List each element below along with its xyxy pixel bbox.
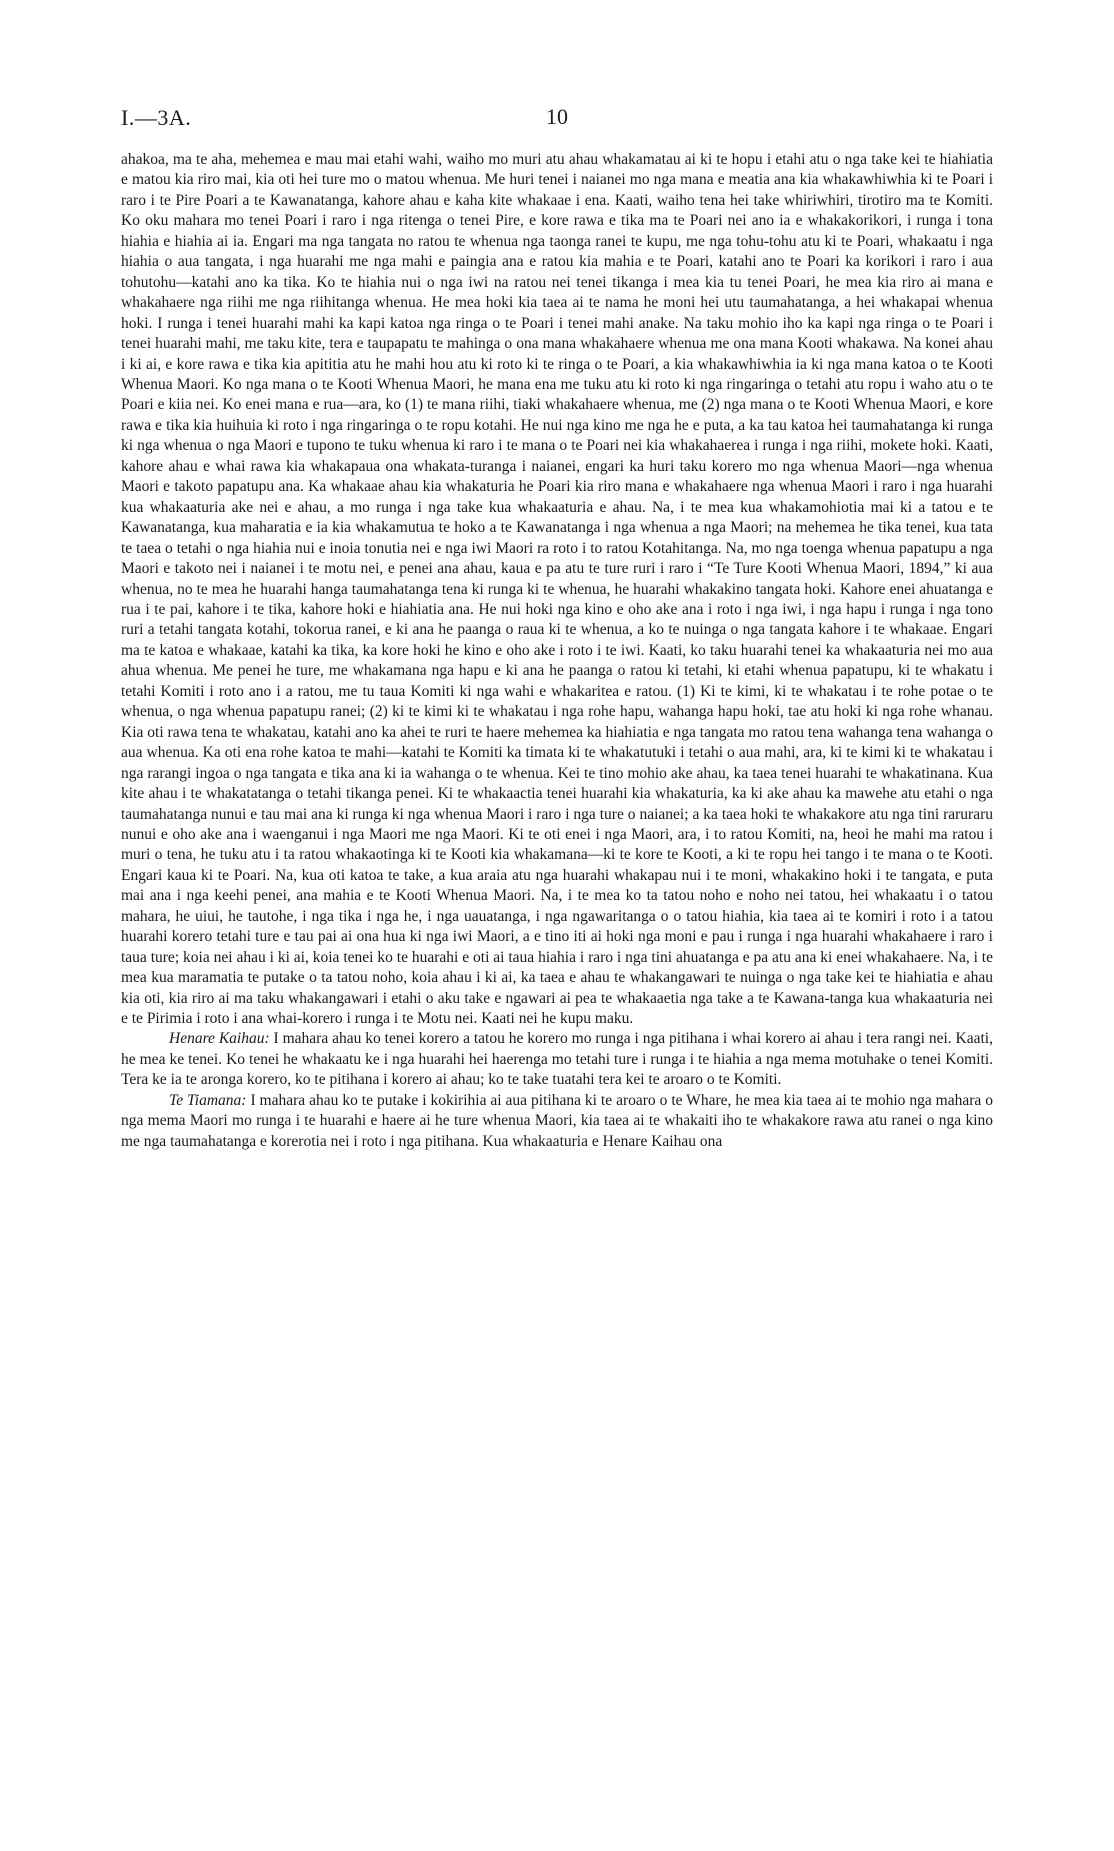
speaker-name: Henare Kaihau: (169, 1030, 270, 1048)
speech-paragraph-te-tiamana (121, 1091, 993, 1152)
paragraph-text: I mahara ahau ko te putake i kokirihia ai aua pitihana ki te aroaro o te Whare, he mea kia taea ai te mohio nga mahara o nga mema Maori mo runga i te huarahi e haere ai he ture whenua Maori, kia taea ai te whakaiti iho te whakakore rawa atu ranei o nga kino me nga taumahatanga e korerotia nei i roto i nga pitihana. Kua whakaaturia e Henare Kaihau ona (121, 1091, 994, 1150)
body-paragraph (121, 150, 993, 1029)
speech-paragraph-henare-kaihau (121, 1029, 993, 1090)
document-body (121, 150, 993, 1152)
speaker-name: Te Tiamana: (169, 1091, 247, 1109)
document-reference: I.—3A. (121, 105, 192, 130)
paragraph-text: I mahara ahau ko tenei korero a tatou he korero mo runga i nga pitihana i whai korero ai ahau i tera rangi nei. Kaati, he mea ke tenei. Ko tenei he whakaatu ke i nga huarahi hei haerenga mo tetahi ture i runga i te hiahia a nga mema motuhake o tenei Komiti. Tera ke ia te aronga korero, ko te pitihana i korero ai ahau; ko te take tuatahi tera kei te aroaro o te Komiti. (121, 1030, 993, 1089)
page-number: 10 (546, 104, 568, 129)
paragraph-text: ahakoa, ma te aha, mehemea e mau mai etahi wahi, waiho mo muri atu ahau whakamatau ai ki te hopu i etahi atu o nga take kei te hiahiatia e matou kia riro mai, kia oti hei ture mo o matou whenua. Me huri tenei i naianei mo nga mana e meatia ana kia whakawhiwhia ki te Poari i raro i te Pire Poari a te Kawanatanga, kahore ahau e kaha kite whakaae i ena. Kaati, waiho tena hei take whiriwhiri, tirotiro ma te Komiti. Ko oku mahara mo tenei Poari i raro i nga ritenga o tenei Pire, e kore rawa e tika ma te Poari nei ano ia e whakakorikori, i runga i tona hiahia e hiahia ai ia. Engari ma nga tangata no ratou te whenua nga taonga ranei te kupu, me nga tohu-tohu atu ki te Poari, whakaatu i nga hiahia o aua tangata, i nga huarahi me nga mahi e paingia ana e ratou kia mahia e te Poari, katahi ano te Poari ka korikori i raro i aua tohutohu—katahi ano ka tika. Ko te hiahia nui o nga iwi na ratou nei tenei tikanga i mea kia tu tenei Poari, he mea kia riro ai mana e whakahaere nga riihi me nga riihitanga whenua. He mea hoki kia taea ai te nama he moni hei utu taumahatanga, a hei whakapai whenua hoki. I runga i tenei huarahi mahi ka kapi katoa nga ringa o te Poari i tenei mahi anake. Na taku mohio iho ka kapi nga ringa o te Poari i tenei huarahi mahi, me taku kite, tera e taupapatu te mahinga o ona mana whakahaere whenua me ona mana Kooti whakawa. Na konei ahau i ki ai, e kore rawa e tika kia apititia atu he mahi hou atu ki roto ki te ringa o te Poari, a kia whakawhiwhia ia ki nga mana katoa o te Kooti Whenua Maori. Ko nga mana o te Kooti Whenua Maori, he mana ena me tuku atu ki roto ki nga ringaringa o tetahi atu ropu i waho atu o te Poari e kiia nei. Ko enei mana e rua—ara, ko (1) te mana riihi, tiaki whakahaere whenua, me (2) nga mana o te Kooti Whenua Maori, e kore rawa e tika kia huihuia ki roto i nga ringaringa o te ropu kotahi. He nui nga kino me nga he e puta, a ka tau katoa hei taumahatanga ki runga ki nga whenua o nga Maori e tupono te tuku whenua ki raro i te mana o te Poari nei kia whakahaerea i runga i nga riihi, mokete hoki. Kaati, kahore ahau e whai rawa kia whakapaua ona whakata-turanga i naianei, engari ka huri taku korero mo nga whenua Maori—nga whenua Maori e takoto papatupu ana. Ka whakaae ahau kia whakaturia he Poari kia riro mana e whakahaere nga whenua Maori i raro i nga huarahi kua whakaaturia ake nei e ahau, a mo runga i nga take kua whakaaturia e ahau. Na, i te mea kua whakamohiotia mai ki a tatou e te Kawanatanga, kua maharatia e ia kia whakamutua te hoko a te Kawanatanga i nga whenua a nga Maori; na mehemea he tika tenei, kua tata te taea o tetahi o nga hiahia nui e inoia tonutia nei e nga iwi Maori ra roto i to ratou Kotahitanga. Na, mo nga toenga whenua papatupu a nga Maori e takoto nei i naianei i te motu nei, e penei ana ahau, kaua e pa atu te ture ruri i raro i “Te Ture Kooti Whenua Maori, 1894,” ki aua whenua, no te mea he huarahi hanga taumahatanga tena ki runga ki te whenua, he huarahi whakakino tangata hoki. Kahore enei ahuatanga e rua i te pai, kahore i te tika, kahore hoki e hiahiatia ana. He nui hoki nga kino e oho ake ana i roto i nga iwi, i nga hapu i runga i nga tono ruri a tetahi tangata kotahi, tokorua ranei, e ki ana he paanga o raua ki te whenua, a ko te nuinga o nga tangata kahore i te whakaae. Engari ma te katoa e whakaae, katahi ka tika, ka kore hoki he kino e oho ake i roto i te iwi. Kaati, ko taku huarahi tenei ka whakaaturia nei mo aua ahua whenua. Me penei he ture, me whakamana nga hapu e ki ana he paanga o ratou ki tetahi, ki etahi whenua papatupu, ki te whakatu i tetahi Komiti i roto ano i a ratou, me tu taua Komiti ki nga wahi e whakaritea e ratou. (1) Ki te kimi, ki te whakatau i te rohe potae o te whenua, o nga whenua papatupu ranei; (2) ki te kimi ki te whakatau i nga rohe hapu, wahanga hapu hoki, tae atu hoki ki nga rohe whanau. Kia oti rawa tena te whakatau, katahi ano ka ahei te ruri te haere mehemea ka hiahiatia e nga tangata mo ratou tena wahanga tena wahanga o aua whenua. Ka oti ena rohe katoa te mahi—katahi te Komiti ka timata ki te whakatutuki i tetahi o aua mahi, ara, ki te kimi ki te whakatau i nga rarangi ingoa o nga tangata e tika ana ki ia wahanga o te whenua. Kei te tino mohio ake ahau, ka taea tenei huarahi te whakatinana. Kua kite ahau i te whakatatanga o tetahi tikanga penei. Ki te whakaactia tenei huarahi kia whakaturia, ka ki ake ahau ka mawehe atu etahi o nga taumahatanga nunui e tau mai ana ki runga ki nga whenua Maori i raro i nga ture o naianei; a ka taea hoki te whakakore atu nga tini raruraru nunui e oho ake ana i waenganui i nga Maori me nga Maori. Ki te oti enei i nga Maori, ara, i to ratou Komiti, na, heoi he mahi ma ratou i muri o tena, he tuku atu i ta ratou whakaotinga ki te Kooti kia whakamana—ki te kore te Kooti, a ki te ropu hei tango i te mana o te Kooti. Engari kaua ki te Poari. Na, kua oti katoa te take, a kua araia atu nga huarahi whakapau nui i te moni, whakakino hoki i te tangata, e puta mai ana i nga keehi penei, ana mahia e te Kooti Whenua Maori. Na, i te mea ko ta tatou noho e noho nei tatou, hei whakaatu i o tatou mahara, he uiui, he tautohe, i nga tika i nga he, i nga uauatanga, i nga ngawaritanga o o tatou hiahia, kia taea ai te komiri i roto i a tatou huarahi korero tetahi ture e tau pai ai ona hua ki nga iwi Maori, a e tino iti ai hoki nga moni e pau i runga i nga huarahi whakahaere i raro i taua ture; koia nei ahau i ki ai, koia tenei ko te huarahi e oti ai taua hiahia i raro i nga tini ahuatanga e pa atu ana ki enei whakahaere. Na, i te mea kua maramatia te putake o ta tatou noho, koia ahau i ki ai, ka taea e ahau te whakangawari te nuinga o nga take kei te hiahiatia e ahau kia oti, kia riro ai ma taku whakangawari i etahi o aku take e ngawari ai pea te whakaaetia nga take a te Kawana-tanga kua whakaaturia nei e te Pirimia i roto i ana whai-korero i runga i te Motu nei. Kaati nei he kupu maku. (121, 151, 993, 1028)
